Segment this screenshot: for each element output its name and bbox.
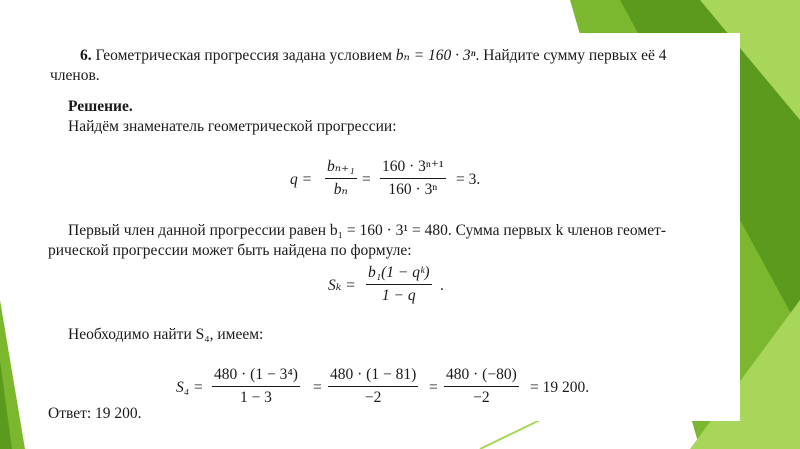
problem-line-2: членов.: [50, 67, 100, 84]
q-frac1-den: bₙ: [333, 181, 348, 198]
s4-result: = 19 200.: [530, 379, 590, 396]
s4-fraction-1: [212, 366, 300, 407]
solution-intro: Найдём знаменатель геометрической прогрессии:: [68, 118, 397, 135]
s4-eq-1: =: [313, 379, 322, 396]
problem-text: Геометрическая прогрессия задана условием: [95, 47, 392, 64]
s4-f1-num: 480 · (1 − 3⁴): [214, 366, 298, 383]
first-term-line-2: рической прогрессии может быть найдена по формуле:: [48, 242, 412, 259]
sk-num: b₁(1 − qᵏ): [368, 264, 430, 281]
q-frac2-den: 160 · 3ⁿ: [388, 181, 438, 198]
problem-number: 6.: [80, 47, 92, 64]
sk-lhs: Sₖ =: [328, 277, 356, 294]
s4-lhs: S₄ =: [176, 379, 204, 396]
s4-f2-den: −2: [364, 389, 382, 406]
s4-eq-2: =: [429, 379, 438, 396]
s4-f3-num: 480 · (−80): [446, 366, 517, 383]
sk-tail: .: [440, 277, 444, 294]
s4-fraction-2: [328, 366, 418, 407]
s4-f2-num: 480 · (1 − 81): [330, 366, 417, 383]
sk-den: 1 − q: [381, 287, 416, 304]
q-fraction-1: [325, 158, 357, 199]
condition-formula: bₙ = 160 · 3ⁿ: [395, 47, 476, 64]
s4-f3-den: −2: [473, 389, 490, 406]
s4-fraction-3: [444, 366, 519, 407]
q-result: = 3.: [456, 171, 481, 188]
need-line: Необходимо найти S₄, имеем:: [68, 326, 264, 343]
sk-fraction: [366, 264, 432, 305]
q-eq: =: [362, 171, 371, 188]
q-lhs: q =: [290, 171, 313, 188]
problem-tail: . Найдите сумму первых её 4: [475, 47, 667, 64]
problem-line-1: [80, 46, 667, 65]
solution-heading: Решение.: [68, 98, 133, 115]
answer-line: Ответ: 19 200.: [48, 405, 142, 422]
q-frac2-num: 160 · 3ⁿ⁺¹: [382, 158, 444, 175]
q-fraction-2: [380, 158, 446, 199]
q-frac1-num: bₙ₊₁: [327, 158, 355, 175]
first-term-line: Первый член данной прогрессии равен b₁ = 160 · 3¹ = 480. Сумма первых k членов геомет-: [68, 222, 667, 239]
s4-f1-den: 1 − 3: [239, 389, 272, 406]
